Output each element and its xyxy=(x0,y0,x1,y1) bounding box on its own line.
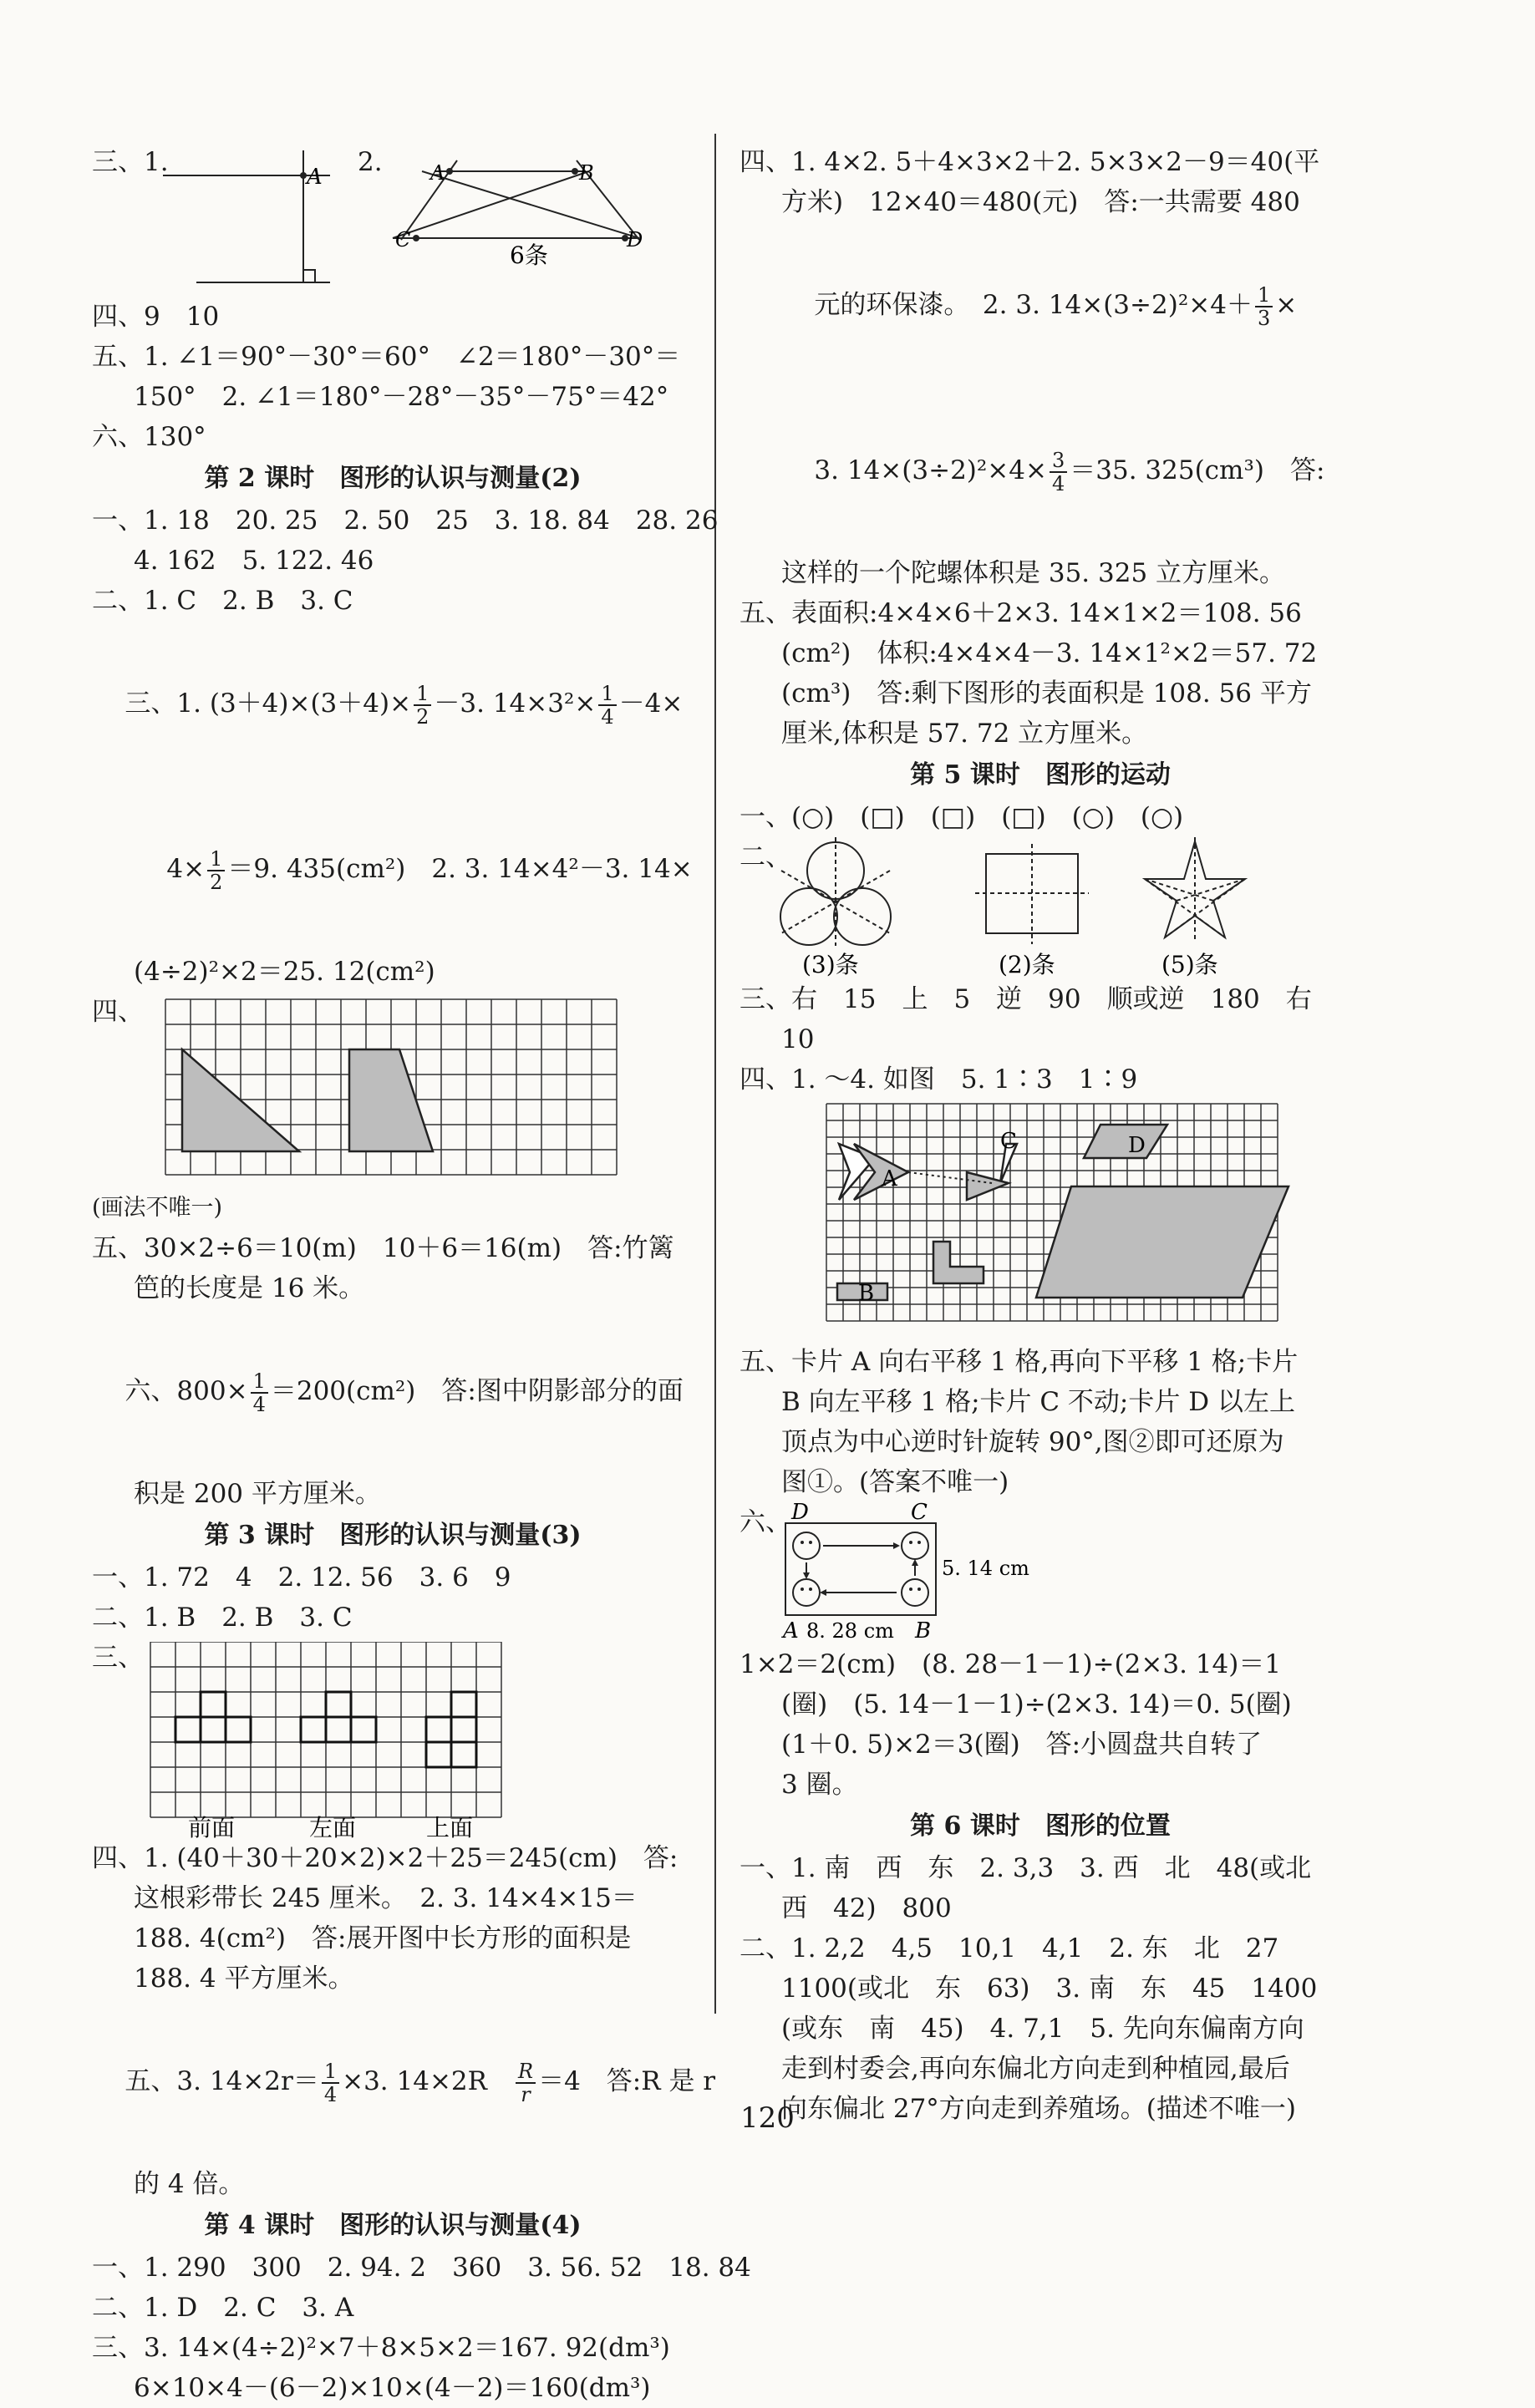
line: 图①。(答案不唯一) xyxy=(781,1467,1009,1497)
line: 三、3. 14×(4÷2)²×7＋8×5×2＝167. 92(dm³) xyxy=(92,2333,670,2363)
line: 四、9 10 xyxy=(92,302,220,332)
symmetry-shapes xyxy=(756,837,1308,979)
line: 一、1. 南 西 东 2. 3,3 3. 西 北 48(或北 xyxy=(740,1853,1312,1883)
fraction xyxy=(207,848,225,893)
line: (4÷2)²×2＝25. 12(cm²) xyxy=(134,957,435,987)
view-front: 前面 xyxy=(188,1814,236,1842)
numerator: 1 xyxy=(207,848,225,871)
grid-figure-1 xyxy=(92,992,694,1188)
line: 向东偏北 27°方向走到养殖场。(描述不唯一) xyxy=(781,2094,1296,2124)
line: 一、1. 18 20. 25 2. 50 25 3. 18. 84 28. 26 xyxy=(92,505,719,536)
denominator: 4 xyxy=(323,2082,338,2106)
text: 六、800× xyxy=(125,1376,248,1406)
views-grid xyxy=(134,1642,568,1842)
trapezoid-lines-figure xyxy=(389,150,664,267)
card-D: D xyxy=(1128,1133,1146,1158)
text: × xyxy=(1275,290,1298,320)
line: 六、130° xyxy=(92,422,206,452)
right-column xyxy=(740,142,1341,2129)
lesson-5-heading: 第 5 课时 图形的运动 xyxy=(910,760,1171,790)
line: 五、表面积:4×4×6＋2×3. 14×1×2＝108. 56 xyxy=(740,598,1302,628)
transform-grid-figure xyxy=(740,1100,1341,1342)
line: 188. 4 平方厘米。 xyxy=(134,1963,354,1994)
denominator: 2 xyxy=(416,704,429,729)
point-A-label: A xyxy=(307,165,323,190)
line: 积是 200 平方厘米。 xyxy=(134,1479,381,1509)
height-label: 5. 14 cm xyxy=(942,1557,1029,1580)
text: 三、1. (3＋4)×(3＋4)× xyxy=(125,688,412,719)
rolling-disc-diagram xyxy=(781,1502,1082,1644)
line: 一、(○) (□) (□) (□) (○) (○) xyxy=(740,802,1184,832)
shapes-grid xyxy=(140,996,658,1188)
line: 四、1. ～4. 如图 5. 1∶3 1∶9 xyxy=(740,1064,1138,1095)
numerator: 1 xyxy=(1255,284,1273,307)
page-number: 120 xyxy=(740,2101,795,2135)
line: 二、1. C 2. B 3. C xyxy=(92,586,353,616)
label: 六、 xyxy=(740,1507,791,1537)
text: ＝200(cm²) 答:图中阴影部分的面 xyxy=(270,1376,684,1406)
fraction xyxy=(322,2060,339,2106)
denominator: 4 xyxy=(1051,471,1065,495)
line: 四、1. (40＋30＋20×2)×2＋25＝245(cm) 答: xyxy=(92,1843,679,1873)
line-count: 6条 xyxy=(510,241,548,267)
line: 这根彩带长 245 厘米。 2. 3. 14×4×15＝ xyxy=(134,1883,638,1913)
symmetry-figures xyxy=(740,837,1341,979)
line: 五、卡片 A 向右平移 1 格,再向下平移 1 格;卡片 xyxy=(740,1347,1299,1377)
line: 厘米,体积是 57. 72 立方厘米。 xyxy=(781,719,1148,749)
line: 三、右 15 上 5 逆 90 顺或逆 180 右 xyxy=(740,984,1312,1014)
point-D: D xyxy=(791,1502,809,1525)
line: 走到村委会,再向东偏北方向走到种植园,最后 xyxy=(781,2054,1290,2084)
line: 一、1. 290 300 2. 94. 2 360 3. 56. 52 18. 84 xyxy=(92,2253,751,2283)
width-label: 8. 28 cm xyxy=(806,1619,894,1643)
line: 这样的一个陀螺体积是 35. 325 立方厘米。 xyxy=(781,558,1286,588)
line: 150° 2. ∠1＝180°－28°－35°－75°＝42° xyxy=(134,382,669,412)
s3-2-label: 2. xyxy=(358,147,383,177)
formula-line xyxy=(740,388,1341,553)
label: 四、 xyxy=(92,997,144,1027)
formula-line xyxy=(92,1999,716,2164)
axes-count-2: (2)条 xyxy=(999,951,1055,978)
numerator: 1 xyxy=(598,683,616,706)
numerator: 3 xyxy=(1050,450,1067,473)
point-B: B xyxy=(915,1618,932,1643)
line: (圈) (5. 14－1－1)÷(2×3. 14)＝0. 5(圈) xyxy=(781,1689,1292,1720)
formula-line xyxy=(92,1308,694,1474)
numerator: 1 xyxy=(322,2060,339,2084)
line: (或东 南 45) 4. 7,1 5. 先向东偏南方向 xyxy=(781,2014,1304,2044)
card-A: A xyxy=(882,1166,897,1191)
text: ＝4 答:R 是 r xyxy=(538,2066,716,2096)
fraction xyxy=(516,2060,536,2106)
fraction xyxy=(598,683,616,728)
text: 3. 14×(3÷2)²×4× xyxy=(814,455,1047,485)
lesson-3-heading: 第 3 课时 图形的认识与测量(3) xyxy=(204,1521,582,1550)
text: ＝35. 325(cm³) 答: xyxy=(1070,455,1325,485)
text: ＝9. 435(cm²) 2. 3. 14×4²－3. 14× xyxy=(227,854,693,884)
section-3-figures xyxy=(92,142,694,297)
line: 二、1. 2,2 4,5 10,1 4,1 2. 东 北 27 xyxy=(740,1933,1279,1963)
text: －3. 14×3²× xyxy=(434,688,597,719)
text: 4× xyxy=(166,854,206,884)
view-left: 左面 xyxy=(309,1814,357,1842)
card-C: C xyxy=(1000,1129,1017,1154)
line: 的 4 倍。 xyxy=(134,2169,245,2199)
lesson-2-heading: 第 2 课时 图形的认识与测量(2) xyxy=(204,464,582,493)
text: 五、3. 14×2r＝ xyxy=(125,2066,319,2096)
line: (cm²) 体积:4×4×4－3. 14×1²×2＝57. 72 xyxy=(781,638,1318,668)
line: 1100(或北 东 63) 3. 南 东 45 1400 xyxy=(781,1974,1318,2004)
view-top: 上面 xyxy=(426,1814,474,1842)
formula-line xyxy=(92,786,694,952)
fraction xyxy=(1050,450,1067,495)
note: (画法不唯一) xyxy=(92,1195,223,1221)
line: 10 xyxy=(781,1024,815,1054)
line: 顶点为中心逆时针旋转 90°,图②即可还原为 xyxy=(781,1427,1284,1457)
card-B: B xyxy=(858,1281,875,1306)
line: 二、1. D 2. C 3. A xyxy=(92,2293,354,2323)
column-divider xyxy=(714,134,716,2014)
point-D: D xyxy=(627,228,643,251)
s3-label: 三、1. xyxy=(92,147,169,177)
numerator: R xyxy=(516,2060,536,2084)
line: 方米) 12×40＝480(元) 答:一共需要 480 xyxy=(781,187,1300,217)
line: (1＋0. 5)×2＝3(圈) 答:小圆盘共自转了 xyxy=(781,1730,1263,1760)
text: ×3. 14×2R xyxy=(342,2066,513,2096)
grid-figure-2 xyxy=(92,1638,694,1842)
label: 二、 xyxy=(740,842,791,872)
line: 笆的长度是 16 米。 xyxy=(134,1273,365,1303)
rolling-disc-figure xyxy=(740,1502,1341,1644)
denominator: 2 xyxy=(210,870,223,894)
line: 二、1. B 2. B 3. C xyxy=(92,1603,353,1633)
point-B: B xyxy=(579,161,594,185)
numerator: 1 xyxy=(251,1370,268,1394)
transform-grid xyxy=(825,1100,1293,1342)
formula-line xyxy=(92,621,694,786)
line: 4. 162 5. 122. 46 xyxy=(134,546,374,576)
axes-count-3: (5)条 xyxy=(1161,951,1218,978)
fraction xyxy=(414,683,431,728)
point-C: C xyxy=(911,1502,928,1525)
point-A: A xyxy=(430,161,445,185)
line: (cm³) 答:剩下图形的表面积是 108. 56 平方 xyxy=(781,678,1312,709)
fraction xyxy=(1255,284,1273,329)
numerator: 1 xyxy=(414,683,431,706)
lesson-6-heading: 第 6 课时 图形的位置 xyxy=(910,1811,1171,1841)
lesson-4-heading: 第 4 课时 图形的认识与测量(4) xyxy=(204,2211,582,2240)
line: 3 圈。 xyxy=(781,1770,858,1800)
left-column xyxy=(92,142,751,2408)
text: 元的环保漆。 2. 3. 14×(3÷2)²×4＋ xyxy=(814,290,1253,320)
denominator: 4 xyxy=(252,1392,266,1416)
formula-line xyxy=(740,222,1341,388)
axes-count-1: (3)条 xyxy=(802,951,859,978)
line: 一、1. 72 4 2. 12. 56 3. 6 9 xyxy=(92,1562,511,1593)
line: 四、1. 4×2. 5＋4×3×2＋2. 5×3×2－9＝40(平 xyxy=(740,147,1320,177)
line: 五、30×2÷6＝10(m) 10＋6＝16(m) 答:竹篱 xyxy=(92,1233,674,1263)
line: 6×10×4－(6－2)×10×(4－2)＝160(dm³) xyxy=(134,2373,651,2403)
point-C: C xyxy=(395,228,411,251)
denominator: r xyxy=(521,2082,531,2106)
label: 三、 xyxy=(92,1643,144,1673)
line: B 向左平移 1 格;卡片 C 不动;卡片 D 以左上 xyxy=(781,1387,1295,1417)
fraction xyxy=(251,1370,268,1415)
denominator: 4 xyxy=(601,704,614,729)
line: 188. 4(cm²) 答:展开图中长方形的面积是 xyxy=(134,1923,632,1953)
line: 西 42) 800 xyxy=(781,1893,952,1923)
denominator: 3 xyxy=(1257,306,1271,330)
text: －4× xyxy=(618,688,684,719)
point-A: A xyxy=(783,1618,799,1643)
line: 五、1. ∠1＝90°－30°＝60° ∠2＝180°－30°＝ xyxy=(92,342,681,372)
line: 1×2＝2(cm) (8. 28－1－1)÷(2×3. 14)＝1 xyxy=(740,1649,1282,1679)
